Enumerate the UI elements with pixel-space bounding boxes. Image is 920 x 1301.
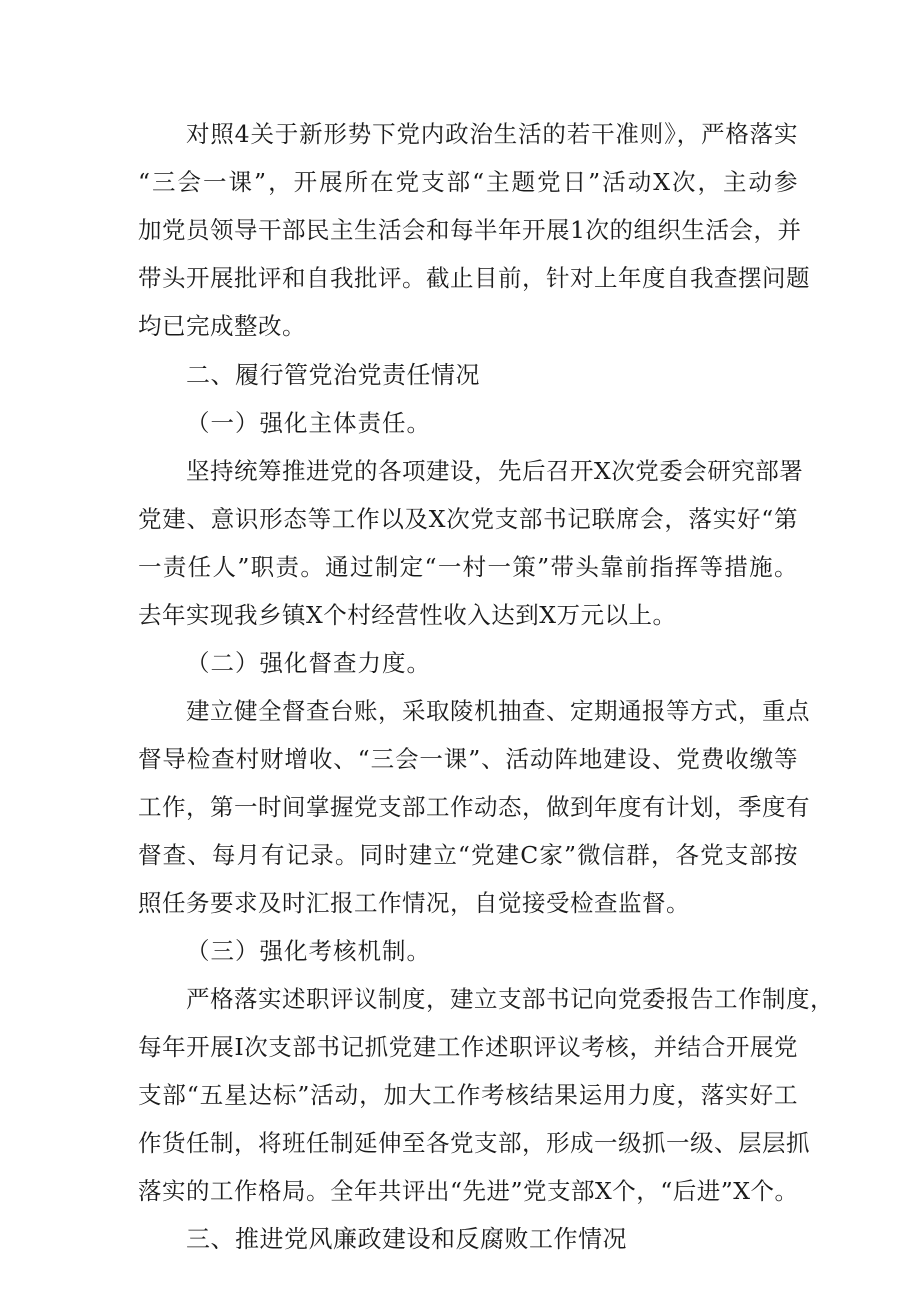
paragraph-line: 坚持统筹推进党的各项建设，先后召开X次党委会研究部署 <box>186 457 804 485</box>
paragraph-line: 严格落实述职评议制度，建立支部书记向党委报告工作制度， <box>186 985 834 1013</box>
paragraph-line: 建立健全督查台账，采取陵机抽查、定期通报等方式，重点 <box>186 697 810 725</box>
paragraph-line: 一责任人”职责。通过制定“一村一策”带头靠前指挥等措施。 <box>138 553 798 581</box>
paragraph-line: 每年开展I次支部书记抓党建工作述职评议考核，并结合开展党 <box>138 1033 798 1061</box>
paragraph-line: 对照4关于新形势下党内政治生活的若干准则》，严格落实 <box>186 120 798 148</box>
paragraph-line: 落实的工作格局。全年共评出“先进”党支部X个，“后进”X个。 <box>138 1177 799 1205</box>
paragraph-line: 加党员领导干部民主生活会和每半年开展1次的组织生活会，并 <box>138 216 802 244</box>
paragraph-line: 均已完成整改。 <box>138 312 306 340</box>
section-heading: 三、推进党风廉政建设和反腐败工作情况 <box>186 1225 627 1253</box>
paragraph-line: 带头开展批评和自我批评。截止目前，针对上年度自我查摆问题 <box>138 264 810 292</box>
paragraph-line: 工作，第一时间掌握党支部工作动态，做到年度有计划，季度有 <box>138 793 810 821</box>
subsection-title: （一）强化主体责任。 <box>186 409 431 437</box>
paragraph-line: “三会一课”，开展所在党支部“主题党日”活动X次，主动参 <box>138 168 798 196</box>
paragraph-line: 照任务要求及时汇报工作情况，自觉接受检查监督。 <box>138 889 690 917</box>
paragraph-line: 去年实现我乡镇X个村经营性收入达到X万元以上。 <box>138 601 677 629</box>
paragraph-line: 督查、每月有记录。同时建立“党建C家”微信群，各党支部按 <box>138 841 798 869</box>
subsection-title: （二）强化督查力度。 <box>186 649 431 677</box>
paragraph-line: 督导检查村财增收、“三会一课”、活动阵地建设、党费收缴等 <box>138 745 798 773</box>
subsection-title: （三）强化考核机制。 <box>186 937 431 965</box>
paragraph-line: 党建、意识形态等工作以及X次党支部书记联席会，落实好“第 <box>138 505 798 533</box>
paragraph-line: 支部“五星达标”活动，加大工作考核结果运用力度，落实好工 <box>138 1081 798 1109</box>
section-heading: 二、履行管党治党责任情况 <box>186 361 480 389</box>
paragraph-line: 作货任制，将班任制延伸至各党支部，形成一级抓一级、层层抓 <box>138 1129 810 1157</box>
